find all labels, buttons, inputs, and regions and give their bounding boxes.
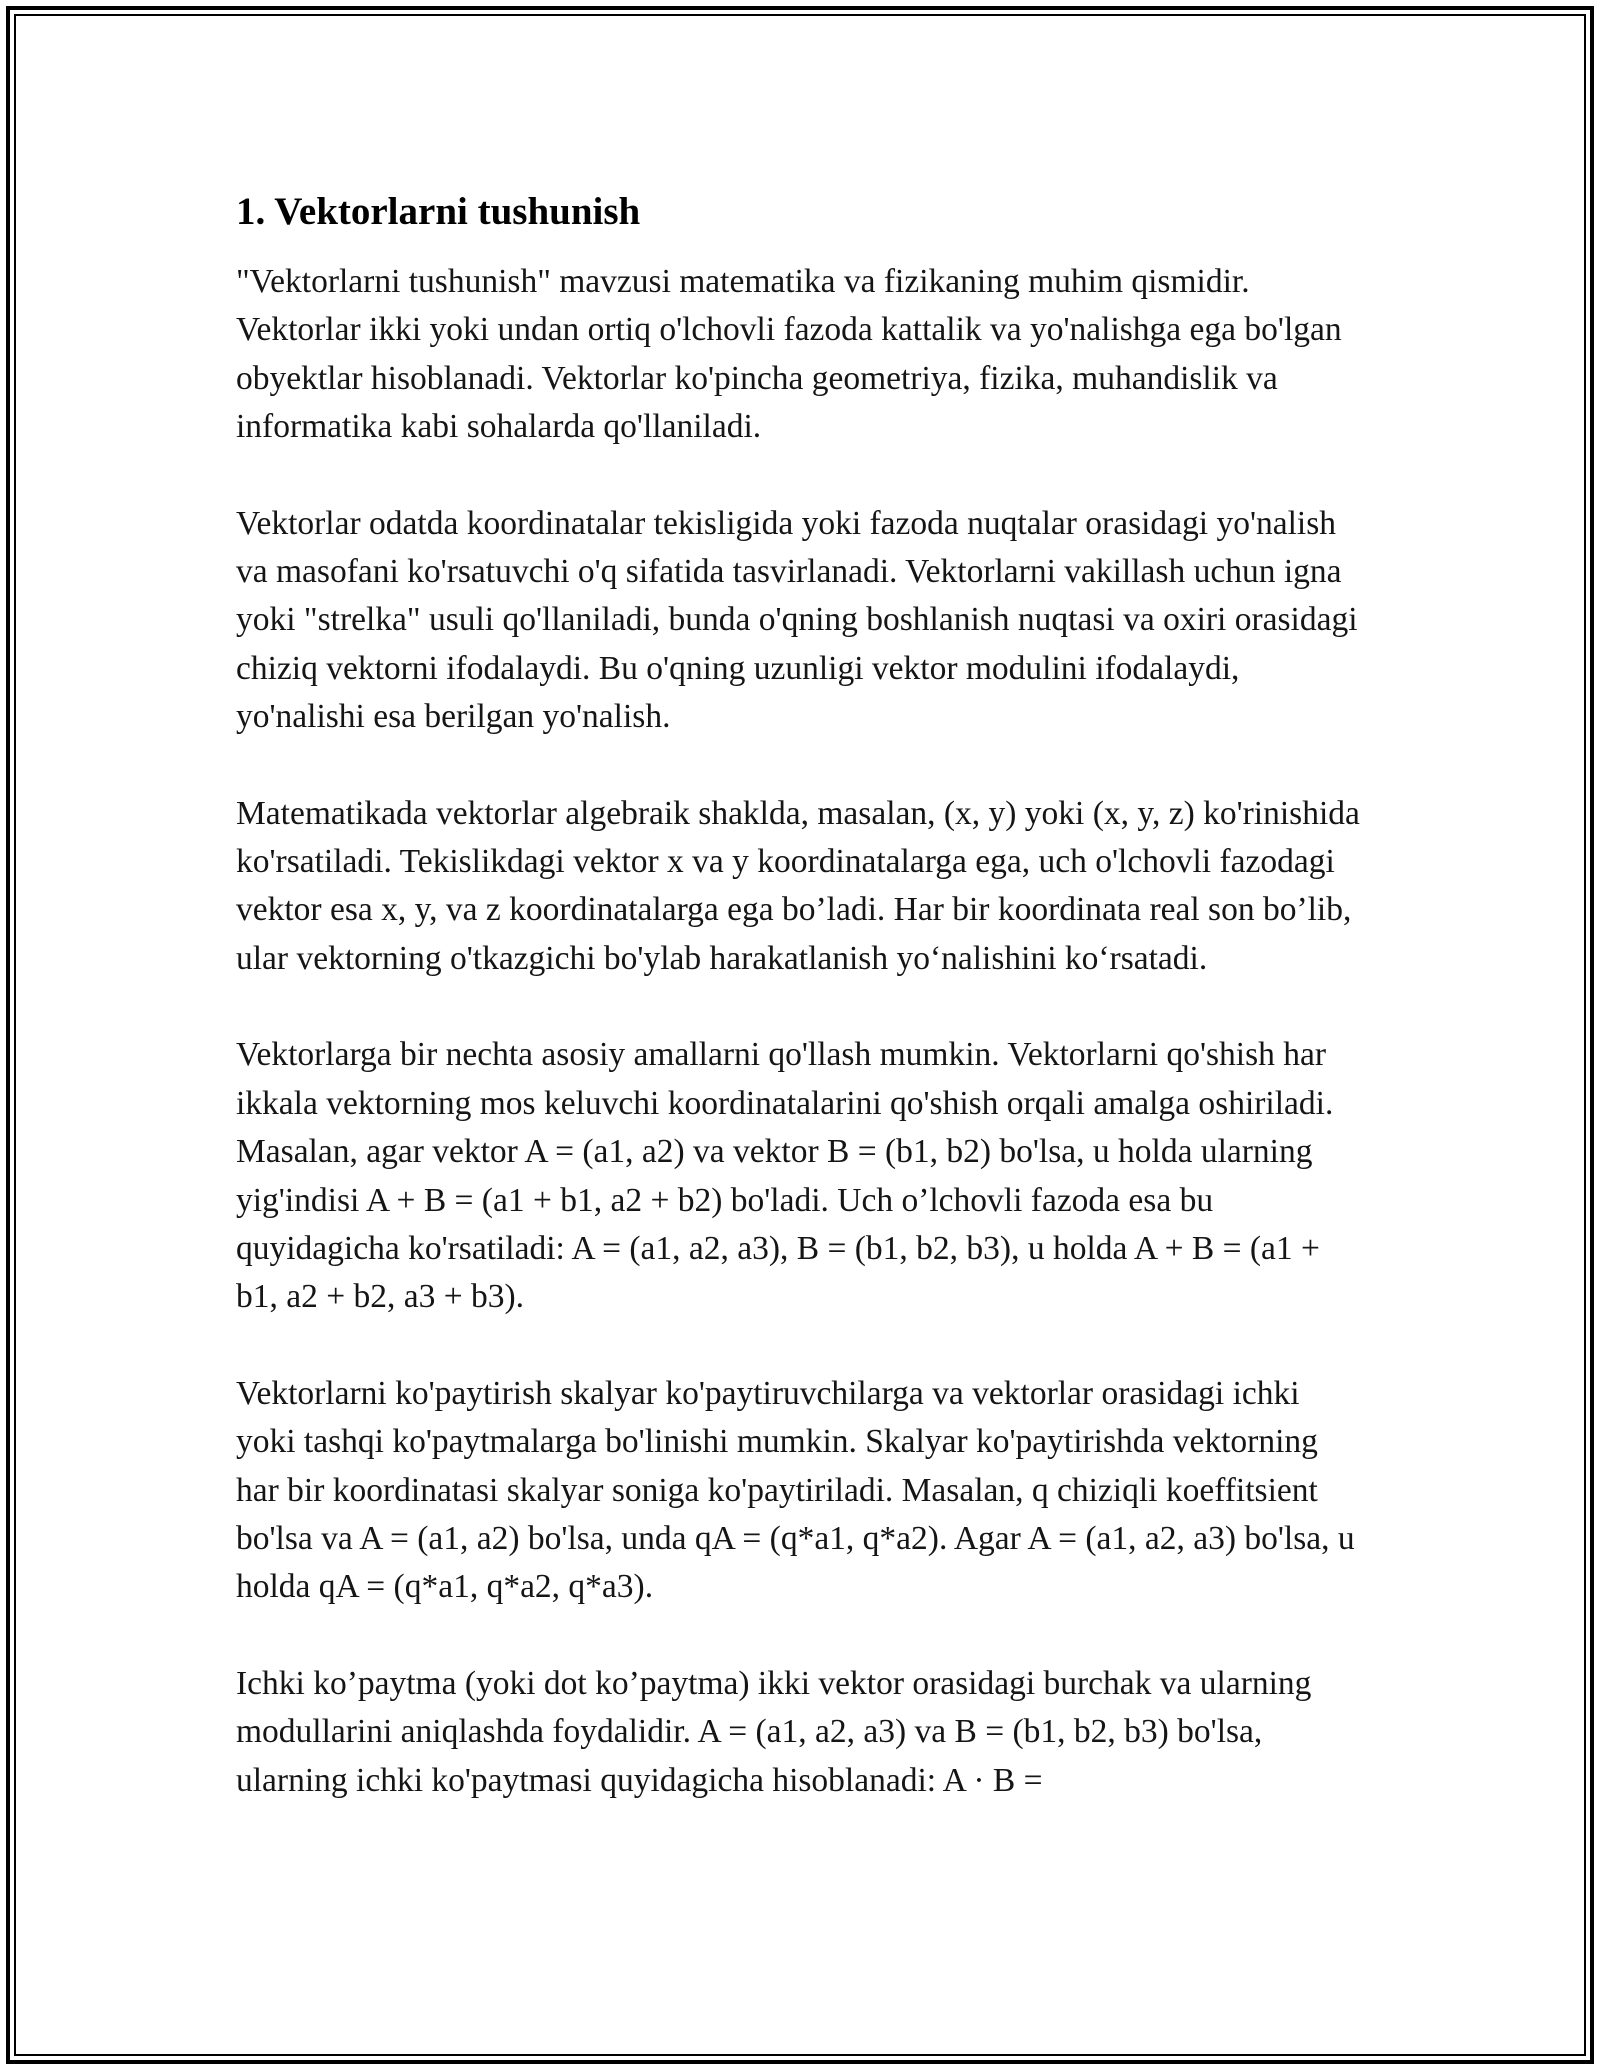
paragraph-scalar-multiplication: Vektorlarni ko'paytirish skalyar ko'paytiruvchilarga va vektorlar orasidagi ichki yoki tashqi ko'paytmalarga bo'linishi mumkin. Skalyar ko'paytirishda vektorning har bir koordinatasi skalyar soniga ko'paytiriladi. Masalan, q chiziqli koeffitsient bo'lsa va A = (a1, a2) bo'lsa, unda qA = (q*a1, q*a2). Agar A = (a1, a2, a3) bo'lsa, u holda qA = (q*a1, q*a2, q*a3). [236,1374,1355,1606]
paragraph-dot-product: Ichki ko’paytma (yoki dot ko’paytma) ikki vektor orasidagi burchak va ularning modullarini aniqlashda foydalidir. A = (a1, a2, a3) va B = (b1, b2, b3) bo'lsa, ularning ichki ko'paytmasi quyidagicha hisoblanadi: A · B = [236,1664,1312,1799]
paragraph-representation: Vektorlar odatda koordinatalar tekisligida yoki fazoda nuqtalar orasidagi yo'nalish va masofani ko'rsatuvchi o'q sifatida tasvirlanadi. Vektorlarni vakillash uchun igna yoki "strelka" usuli qo'llaniladi, bunda o'qning boshlanish nuqtasi va oxiri orasidagi chiziq vektorni ifodalaydi. Bu o'qning uzunligi vektor modulini ifodalaydi, yo'nalishi esa berilgan yo'nalish. [236,504,1358,736]
paragraph-vector-addition: Vektorlarga bir nechta asosiy amallarni qo'llash mumkin. Vektorlarni qo'shish har ikkala vektorning mos keluvchi koordinatalarini qo'shish orqali amalga oshiriladi. Masalan, agar vektor A = (a1, a2) va vektor B = (b1, b2) bo'lsa, u holda ularning yig'indisi A + B = (a1 + b1, a2 + b2) bo'ladi. Uch o’lchovli fazoda esa bu quyidagicha ko'rsatiladi: A = (a1, a2, a3), B = (b1, b2, b3), u holda A + B = (a1 + b1, a2 + b2, a3 + b3). [236,1036,1334,1316]
paragraph-intro: "Vektorlarni tushunish" mavzusi matematika va fizikaning muhim qismidir. Vektorlar ikki yoki undan ortiq o'lchovli fazoda kattalik va yo'nalishga ega bo'lgan obyektlar hisoblanadi. Vektorlar ko'pincha geometriya, fizika, muhandislik va informatika kabi sohalarda qo'llaniladi. [236,263,1342,446]
document-content [236,186,1366,1805]
section-heading: 1. Vektorlarni tushunish [236,190,641,233]
paragraph-algebraic-form: Matematikada vektorlar algebraik shaklda, masalan, (x, y) yoki (x, y, z) ko'rinishida ko'rsatiladi. Tekislikdagi vektor x va y koordinatalarga ega, uch o'lchovli fazodagi vektor esa x, y, va z koordinatalarga ega bo’ladi. Har bir koordinata real son bo’lib, ular vektorning o'tkazgichi bo'ylab harakatlanish yo‘nalishini ko‘rsatadi. [236,794,1360,977]
